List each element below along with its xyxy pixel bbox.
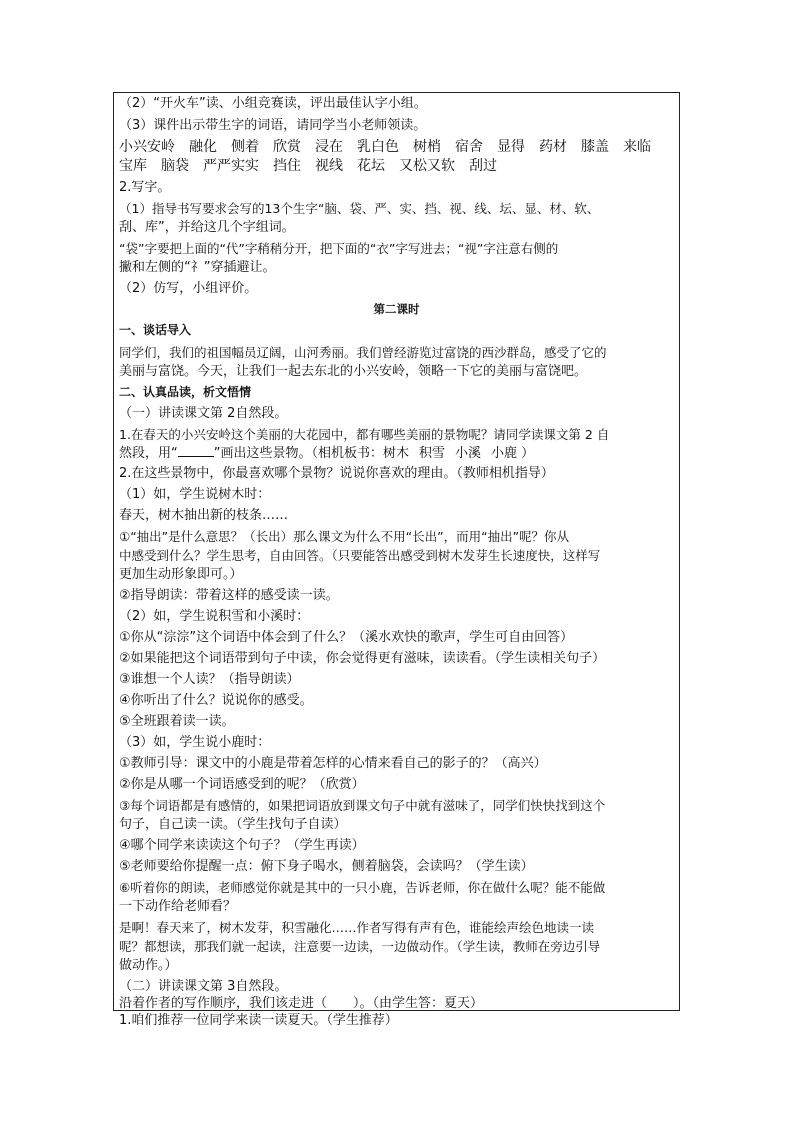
lesson-plan-table [113,92,680,1028]
vocab-word: 融化 [189,139,217,155]
text-line: （1）指导书写要求会写的13个生字“脑、袋、严、实、挡、视、线、坛、显、材、软、 [119,201,600,216]
text-line: ⑥听着你的朗读，老师感觉你就是其中的一只小鹿，告诉老师，你在做什么呢？能不能做 [119,880,606,895]
text-line: 一下动作给老师看？ [119,899,237,914]
text-line: （二）讲读课文第 3自然段。 [119,979,288,994]
text-line: （3）课件出示带生字的词语，请同学当小老师领读。 [119,118,427,133]
text-line: ④你听出了什么？说说你的感受。 [119,693,313,708]
text-line: 做动作。） [119,958,178,973]
text-fragment: 小鹿 ） [491,446,535,461]
vocab-word: 视线 [315,158,343,174]
section-heading: 一、谈话导入 [119,323,192,337]
text-line: 句子，自己读一读。（学生找句子自读） [119,817,347,832]
text-line: 中感受到什么？学生思考，自由回答。（只要能答出感受到树木发芽生长速度快，这样写 [119,548,601,563]
vocab-word: 药材 [539,139,567,155]
vocab-word: 又松又软 [399,158,455,174]
text-line: 同学们，我们的祖国幅员辽阔，山河秀丽。我们曾经游览过富饶的西沙群岛，感受了它的 [119,345,607,360]
text-fragment: 小溪 [455,446,482,461]
vocab-word: 树梢 [413,139,441,155]
text-line: ①你从“淙淙”这个词语中体会到了什么？（溪水欢快的歌声，学生可自由回答） [119,630,574,645]
text-line: 撇和左侧的“礻”穿插避让。 [119,260,276,275]
text-line: “袋”字要把上面的“代”字稍稍分开，把下面的“衣”字写进去；“视”字注意右侧的 [119,241,559,256]
text-line: 刮、库”，并给这几个字组词。 [119,220,295,235]
text-line: ③谁想一个人读？（指导朗读） [119,672,300,687]
text-line: 春天，树木抽出新的枝条…… [119,508,289,523]
text-line: 1.咱们推荐一位同学来读一读夏天。（学生推荐） [119,1013,398,1028]
text-line: ⑤全班跟着读一读。 [119,714,235,729]
text-line: （2）仿写，小组评价。 [119,281,258,296]
vocab-word: 来临 [623,139,651,155]
text-line: 呢？都想读，那我们就一起读，注意要一边读，一边做动作。（学生读，教师在旁边引导 [119,939,601,954]
text-line: 更加生动形象即可。） [119,567,243,582]
text-fragment: 然段，用“ [119,446,178,461]
text-line: ②指导朗读：带着这样的感受读一读。 [119,588,339,603]
text-line: （一）讲读课文第 2自然段。 [119,406,288,421]
text-line: ⑤老师要给你提醒一点：俯下身子喝水，侧着脑袋，会读吗？（学生读） [119,859,534,874]
vocab-word: 花坛 [357,158,385,174]
text-line: 2.写字。 [119,180,171,195]
section-title: 第二课时 [373,302,420,316]
vocab-word: 乳白色 [357,139,399,155]
vocab-word: 显得 [497,139,525,155]
text-line: 美丽与富饶。今天，让我们一起去东北的小兴安岭，领略一下它的美丽与富饶吧。 [119,364,588,379]
text-line: （3）如，学生说小鹿时： [119,735,271,750]
vocab-word: 欣赏 [273,139,301,155]
vocab-word: 挡住 [273,158,301,174]
text-line: ③每个词语都是有感情的，如果把词语放到课文句子中就有滋味了，同学们快快找到这个 [119,798,606,813]
text-line: （1）如，学生说树木时： [119,487,271,502]
vocab-word: 侧着 [231,139,259,155]
text-line: ①“抽出”是什么意思？（长出）那么课文为什么不用“长出”，而用“抽出”呢？你从 [119,529,570,544]
vocab-row-1 [119,139,676,156]
vocab-row-2 [119,158,676,175]
text-fragment: 积雪 [419,446,446,461]
vocab-word: 浸在 [315,139,343,155]
text-line: ④哪个同学来读读这个句子？（学生再读） [119,838,365,853]
text-line-with-blank [119,445,676,462]
text-line: ①教师引导：课文中的小鹿是带着怎样的心情来看自己的影子的？（高兴） [119,756,547,771]
underline-blank [178,445,214,457]
section-heading: 二、认真品读，析文悟情 [119,385,252,399]
vocab-word: 刮过 [469,158,497,174]
vocab-word: 宿舍 [455,139,483,155]
text-line: ②如果能把这个词语带到句子中读，你会觉得更有滋味，读读看。（学生读相关句子） [119,651,606,666]
vocab-word: 膝盖 [581,139,609,155]
vocab-word: 严严实实 [203,158,259,174]
vocab-word: 脑袋 [161,158,189,174]
text-fragment: ”画出这些景物。（相机板书：树木 [213,446,409,461]
text-line: 1.在春天的小兴安岭这个美丽的大花园中，都有哪些美丽的景物呢？请同学读课文第 2 自 [119,427,610,442]
vocab-word: 小兴安岭 [119,139,175,155]
text-line: （2）“开火车”读、小组竞赛读，评出最佳认字小组。 [119,96,427,111]
vocab-word: 宝库 [119,158,147,174]
text-line: 2.在这些景物中，你最喜欢哪个景物？说说你喜欢的理由。（教师相机指导） [119,466,554,481]
text-line: 沿着作者的写作顺序，我们该走进（ ）。（由学生答：夏天） [119,996,484,1011]
text-line: （2）如，学生说积雪和小溪时： [119,609,310,624]
text-line: ②你是从哪一个词语感受到的呢？（欣赏） [119,777,365,792]
text-line: 是啊！春天来了，树木发芽，积雪融化……作者写得有声有色，谁能绘声绘色地读一读 [119,920,595,935]
